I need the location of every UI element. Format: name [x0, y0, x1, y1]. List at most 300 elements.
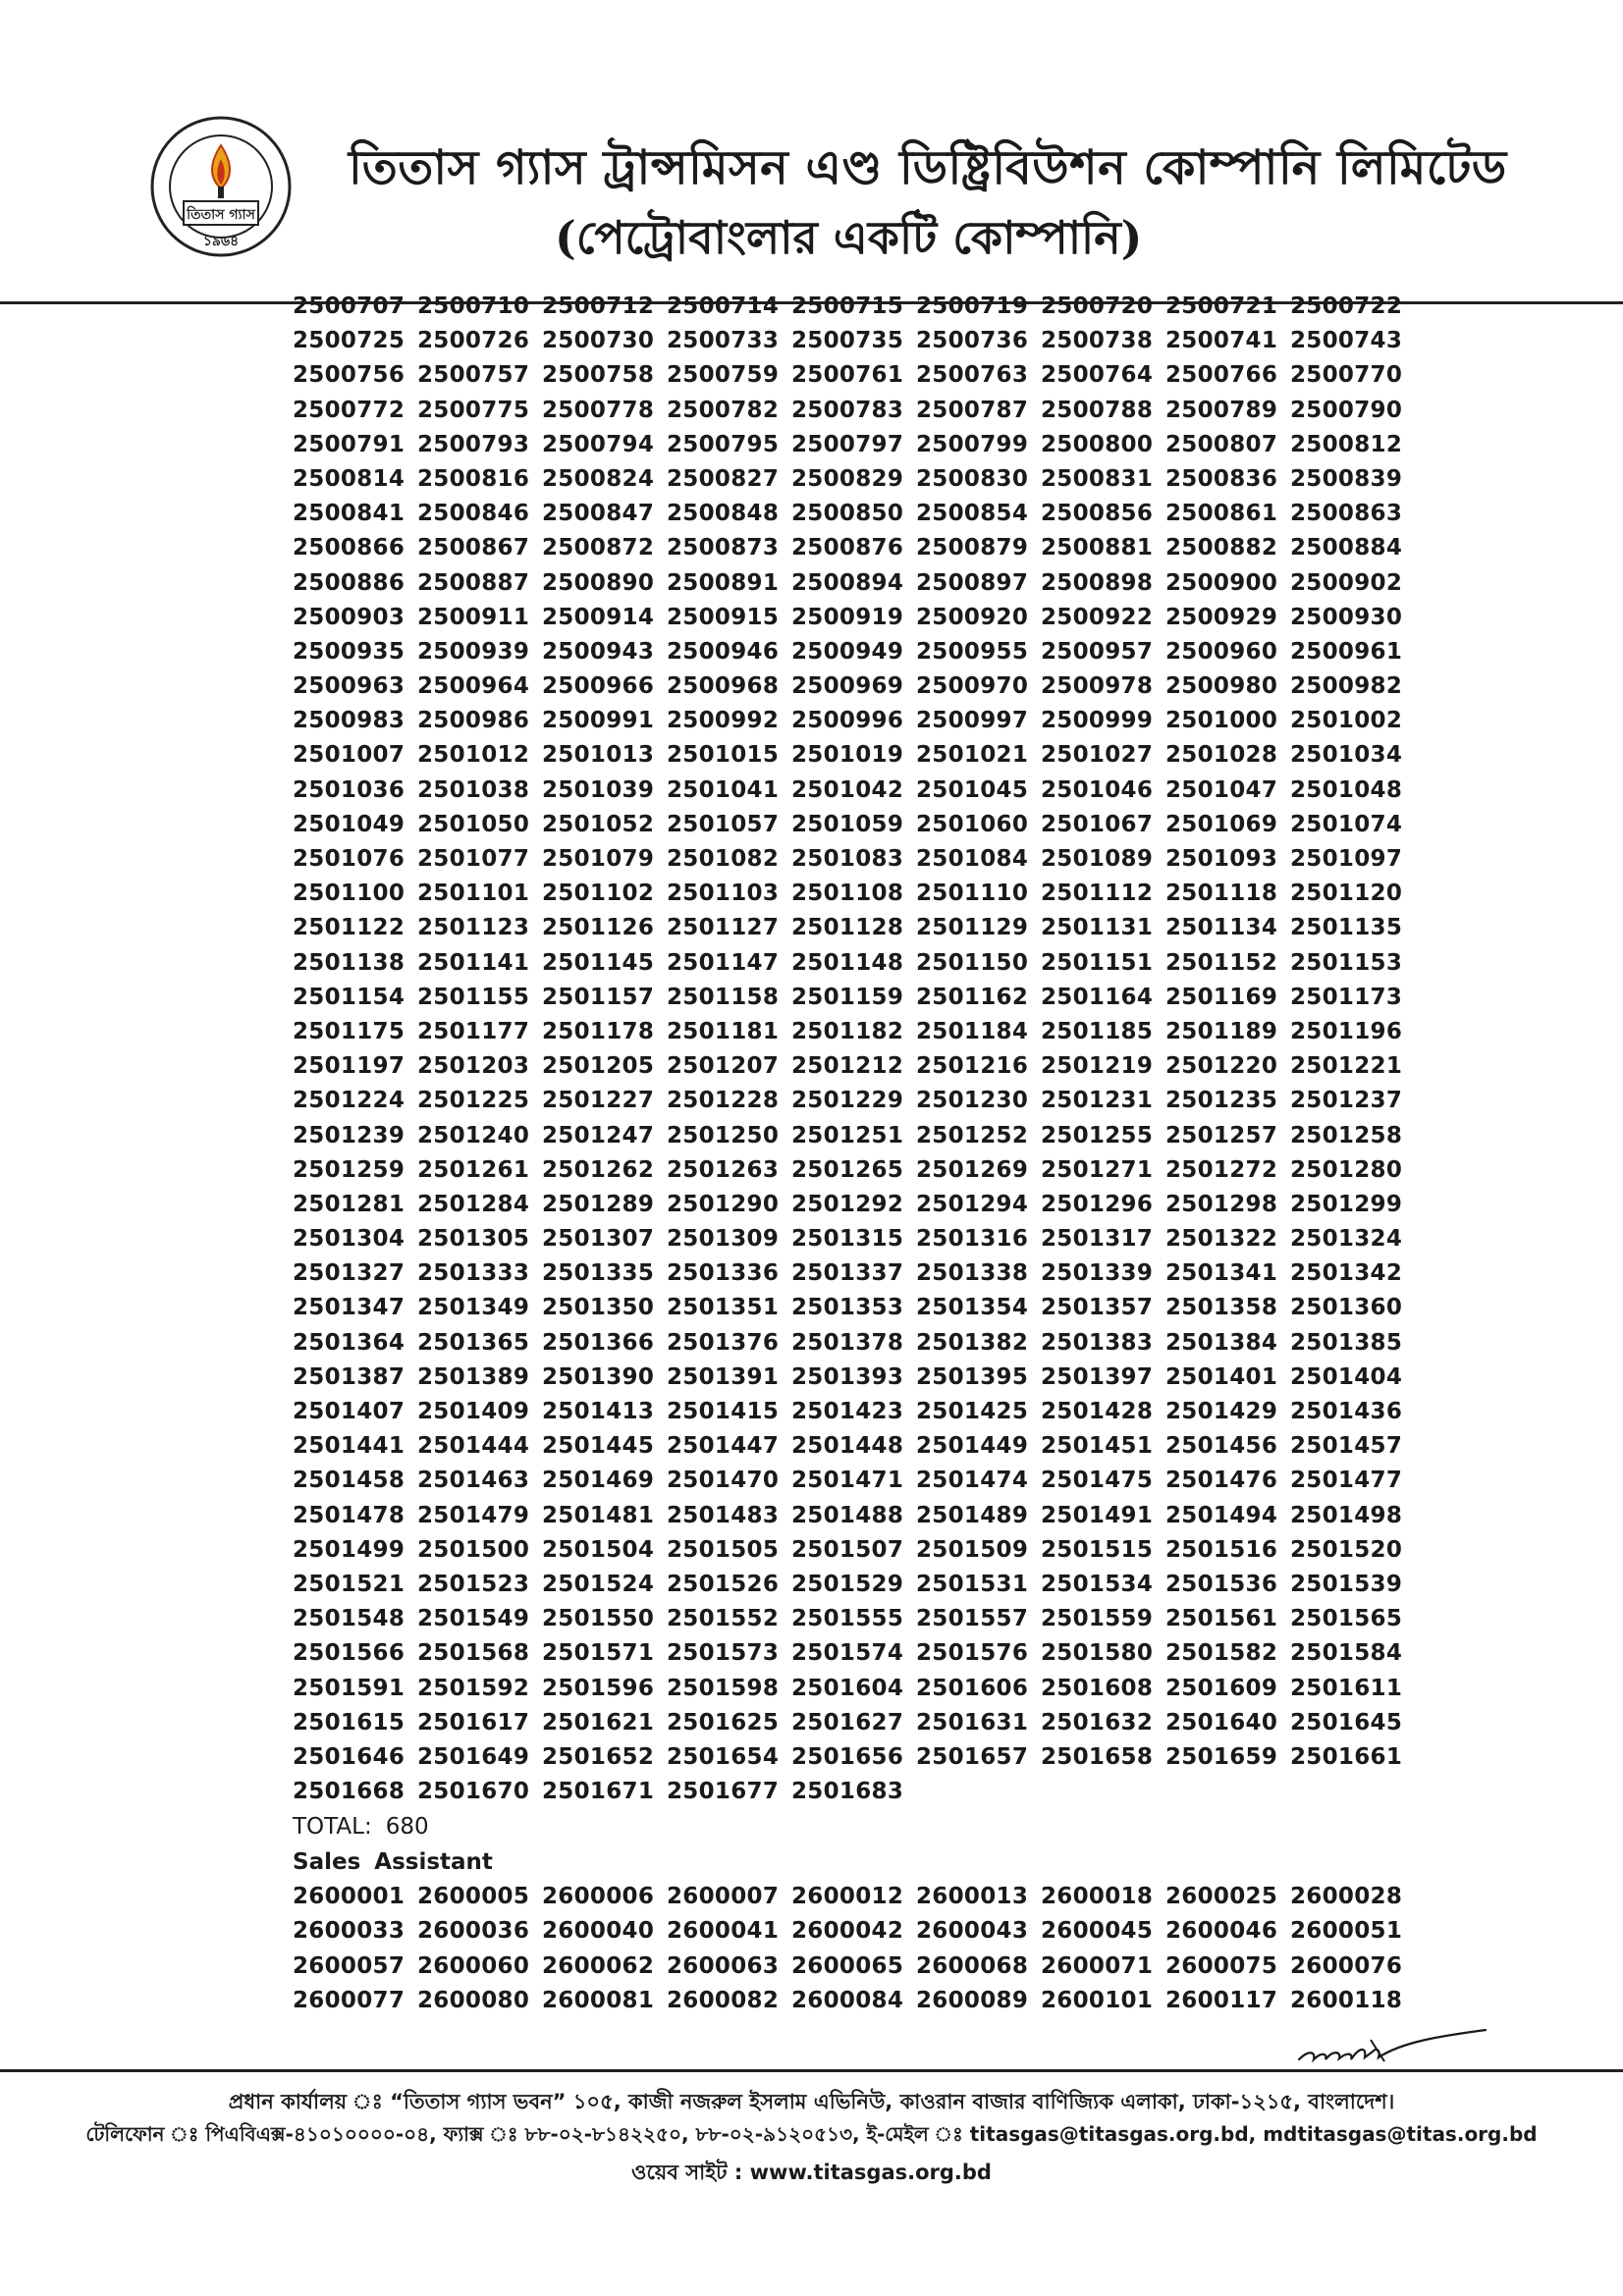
roll-number-cell: 2501299 — [1290, 1191, 1403, 1217]
roll-number-cell: 2500930 — [1290, 604, 1403, 630]
roll-number-cell: 2501251 — [791, 1122, 904, 1148]
roll-number-cell: 2501041 — [667, 776, 780, 803]
roll-number-cell: 2501384 — [1165, 1329, 1278, 1356]
roll-number-cell: 2501337 — [791, 1260, 904, 1287]
roll-number-cell: 2501378 — [791, 1329, 904, 1356]
roll-number-cell: 2501082 — [667, 846, 780, 872]
roll-number-cell: 2501184 — [916, 1018, 1029, 1044]
roll-number-cell: 2501237 — [1290, 1088, 1403, 1114]
roll-number-cell: 2500807 — [1165, 431, 1278, 457]
roll-number-cell: 2600001 — [293, 1884, 406, 1910]
roll-number-cell: 2501494 — [1165, 1502, 1278, 1528]
roll-number-cell: 2501534 — [1041, 1571, 1154, 1597]
roll-number-cell: 2501659 — [1165, 1743, 1278, 1770]
roll-number-cell: 2500726 — [417, 328, 530, 354]
roll-number-cell: 2501067 — [1041, 811, 1154, 837]
roll-number-cell: 2501499 — [293, 1536, 406, 1563]
roll-number-cell: 2501548 — [293, 1606, 406, 1632]
roll-number-cell: 2501353 — [791, 1295, 904, 1321]
roll-number-cell: 2501197 — [293, 1053, 406, 1080]
roll-number-cell: 2501324 — [1290, 1226, 1403, 1253]
roll-number-cell: 2501100 — [293, 881, 406, 907]
roll-number-cell: 2500763 — [916, 362, 1029, 389]
roll-number-cell: 2501271 — [1041, 1156, 1154, 1183]
roll-number-cell: 2501449 — [916, 1433, 1029, 1460]
roll-number-cell: 2501175 — [293, 1018, 406, 1044]
roll-number-cell: 2501304 — [293, 1226, 406, 1253]
roll-number-cell: 2501077 — [417, 846, 530, 872]
roll-number-cell: 2501561 — [1165, 1606, 1278, 1632]
roll-number-cell: 2501294 — [916, 1191, 1029, 1217]
roll-number-cell: 2500986 — [417, 708, 530, 734]
roll-number-cell: 2500736 — [916, 328, 1029, 354]
roll-number-cell: 2501049 — [293, 811, 406, 837]
roll-number-cell: 2501013 — [542, 742, 655, 769]
roll-number-cell: 2501219 — [1041, 1053, 1154, 1080]
roll-number-cell: 2500783 — [791, 397, 904, 423]
roll-number-cell: 2600007 — [667, 1884, 780, 1910]
roll-number-cell: 2501019 — [791, 742, 904, 769]
roll-number-cell: 2500712 — [542, 294, 655, 319]
roll-number-cell: 2500900 — [1165, 569, 1278, 596]
roll-number-cell: 2501631 — [916, 1709, 1029, 1735]
roll-number-cell: 2501269 — [916, 1156, 1029, 1183]
roll-number-cell: 2501376 — [667, 1329, 780, 1356]
roll-number-cell: 2501131 — [1041, 915, 1154, 941]
roll-number-cell: 2501002 — [1290, 708, 1403, 734]
total-line — [293, 1809, 1471, 1844]
roll-number-cell: 2501239 — [293, 1122, 406, 1148]
roll-number-cell: 2500847 — [542, 501, 655, 527]
roll-number-cell: 2501296 — [1041, 1191, 1154, 1217]
roll-number-cell: 2500795 — [667, 431, 780, 457]
roll-number-cell: 2501128 — [791, 915, 904, 941]
roll-number-cell: 2500814 — [293, 465, 406, 492]
roll-number-cell: 2500830 — [916, 465, 1029, 492]
roll-number-cell: 2501657 — [916, 1743, 1029, 1770]
roll-number-cell: 2501582 — [1165, 1640, 1278, 1667]
roll-number-cell: 2501272 — [1165, 1156, 1278, 1183]
roll-number-cell: 2600005 — [417, 1884, 530, 1910]
roll-number-cell: 2500764 — [1041, 362, 1154, 389]
roll-number-cell: 2501229 — [791, 1088, 904, 1114]
roll-number-cell: 2501235 — [1165, 1088, 1278, 1114]
roll-number-cell: 2501225 — [417, 1088, 530, 1114]
roll-number-cell: 2500714 — [667, 294, 780, 319]
roll-number-cell: 2501122 — [293, 915, 406, 941]
roll-number-cell: 2600046 — [1165, 1918, 1278, 1945]
roll-number-cell: 2500725 — [293, 328, 406, 354]
roll-number-cell: 2501305 — [417, 1226, 530, 1253]
roll-number-cell: 2501341 — [1165, 1260, 1278, 1287]
roll-number-cell: 2501552 — [667, 1606, 780, 1632]
roll-number-cell: 2501523 — [417, 1571, 530, 1597]
roll-number-cell: 2501395 — [916, 1363, 1029, 1390]
roll-number-cell: 2501076 — [293, 846, 406, 872]
roll-number-cell: 2500789 — [1165, 397, 1278, 423]
roll-number-cell: 2600077 — [293, 1987, 406, 2013]
roll-number-cell: 2500867 — [417, 535, 530, 561]
roll-number-cell: 2501483 — [667, 1502, 780, 1528]
roll-number-cell: 2501491 — [1041, 1502, 1154, 1528]
roll-number-cell: 2501342 — [1290, 1260, 1403, 1287]
roll-number-cell: 2500922 — [1041, 604, 1154, 630]
roll-number-cell: 2501108 — [791, 881, 904, 907]
roll-number-cell: 2501592 — [417, 1675, 530, 1701]
roll-number-cell: 2500782 — [667, 397, 780, 423]
roll-number-cell: 2501257 — [1165, 1122, 1278, 1148]
roll-number-cell: 2501138 — [293, 949, 406, 976]
roll-number-cell: 2501047 — [1165, 776, 1278, 803]
roll-number-cell: 2501652 — [542, 1743, 655, 1770]
roll-number-cell: 2501189 — [1165, 1018, 1278, 1044]
roll-number-cell: 2500848 — [667, 501, 780, 527]
roll-number-cell: 2600057 — [293, 1952, 406, 1979]
roll-number-cell: 2600033 — [293, 1918, 406, 1945]
roll-number-cell: 2501598 — [667, 1675, 780, 1701]
roll-number-cell: 2501509 — [916, 1536, 1029, 1563]
roll-number-cell: 2500721 — [1165, 294, 1278, 319]
roll-number-cell: 2501145 — [542, 949, 655, 976]
roll-number-cell: 2501471 — [791, 1468, 904, 1494]
roll-number-cell: 2501611 — [1290, 1675, 1403, 1701]
roll-number-cell: 2600101 — [1041, 1987, 1154, 2013]
roll-number-cell: 2501280 — [1290, 1156, 1403, 1183]
roll-number-cell: 2501568 — [417, 1640, 530, 1667]
roll-number-cell: 2500707 — [293, 294, 406, 319]
roll-number-cell: 2501102 — [542, 881, 655, 907]
footer-address: প্রধান কার্যালয় ঃ “তিতাস গ্যাস ভবন” ১০৫, কাজী নজরুল ইসলাম এভিনিউ, কাওরান বাজার বাণিজ্যিক এলাকা, ঢাকা-১২১৫, বাংলাদেশ। — [228, 2090, 1395, 2113]
roll-number-cell: 2501336 — [667, 1260, 780, 1287]
roll-number-cell: 2501205 — [542, 1053, 655, 1080]
roll-number-cell: 2501196 — [1290, 1018, 1403, 1044]
roll-number-cell: 2500846 — [417, 501, 530, 527]
roll-number-cell: 2501262 — [542, 1156, 655, 1183]
roll-number-cell: 2501516 — [1165, 1536, 1278, 1563]
roll-number-cell: 2501617 — [417, 1709, 530, 1735]
roll-number-cell: 2500882 — [1165, 535, 1278, 561]
roll-number-cell: 2500980 — [1165, 673, 1278, 700]
roll-number-cell: 2500758 — [542, 362, 655, 389]
roll-number-cell: 2501391 — [667, 1363, 780, 1390]
roll-number-cell: 2501141 — [417, 949, 530, 976]
roll-number-cell: 2501158 — [667, 984, 780, 1010]
logo-text: তিতাস গ্যাস — [187, 207, 255, 223]
roll-number-cell: 2501591 — [293, 1675, 406, 1701]
roll-number-cell: 2501415 — [667, 1399, 780, 1424]
signature — [1294, 2022, 1490, 2071]
roll-number-cell: 2501670 — [417, 1779, 530, 1805]
roll-number-cell: 2501404 — [1290, 1363, 1403, 1390]
roll-number-cell: 2501221 — [1290, 1053, 1403, 1080]
roll-number-cell: 2500854 — [916, 501, 1029, 527]
roll-number-cell: 2501566 — [293, 1640, 406, 1667]
roll-number-cell: 2600045 — [1041, 1918, 1154, 1945]
roll-number-cell: 2501093 — [1165, 846, 1278, 872]
roll-number-cell: 2501012 — [417, 742, 530, 769]
roll-number-cell: 2500886 — [293, 569, 406, 596]
roll-number-cell: 2501281 — [293, 1191, 406, 1217]
roll-number-cell: 2501084 — [916, 846, 1029, 872]
roll-number-cell: 2501571 — [542, 1640, 655, 1667]
roll-number-cell: 2500836 — [1165, 465, 1278, 492]
roll-number-cell: 2501182 — [791, 1018, 904, 1044]
roll-number-cell: 2501529 — [791, 1571, 904, 1597]
roll-number-cell: 2500997 — [916, 708, 1029, 734]
roll-number-cell: 2501661 — [1290, 1743, 1403, 1770]
roll-number-cell: 2501038 — [417, 776, 530, 803]
section-title-word2: Assistant — [374, 1849, 493, 1876]
roll-number-cell: 2500743 — [1290, 328, 1403, 354]
roll-number-cell: 2500800 — [1041, 431, 1154, 457]
roll-number-cell: 2500884 — [1290, 535, 1403, 561]
roll-number-cell: 2501656 — [791, 1743, 904, 1770]
roll-number-cell: 2501504 — [542, 1536, 655, 1563]
roll-number-cell: 2500799 — [916, 431, 1029, 457]
roll-number-cell: 2500719 — [916, 294, 1029, 319]
roll-number-cell: 2501539 — [1290, 1571, 1403, 1597]
roll-number-cell: 2500829 — [791, 465, 904, 492]
roll-number-cell: 2500861 — [1165, 501, 1278, 527]
roll-number-cell: 2501039 — [542, 776, 655, 803]
roll-number-cell: 2501444 — [417, 1433, 530, 1460]
roll-number-cell: 2501428 — [1041, 1399, 1154, 1424]
roll-number-cell: 2500879 — [916, 535, 1029, 561]
roll-number-cell: 2501123 — [417, 915, 530, 941]
section-title-word1: Sales — [293, 1849, 361, 1876]
roll-number-cell: 2501481 — [542, 1502, 655, 1528]
roll-number-cell: 2501565 — [1290, 1606, 1403, 1632]
roll-number-cell: 2501489 — [916, 1502, 1029, 1528]
roll-number-cell: 2500939 — [417, 638, 530, 665]
roll-number-cell: 2501134 — [1165, 915, 1278, 941]
roll-number-cell: 2501477 — [1290, 1468, 1403, 1494]
roll-number-cell: 2501576 — [916, 1640, 1029, 1667]
roll-number-cell: 2600080 — [417, 1987, 530, 2013]
roll-number-cell: 2501351 — [667, 1295, 780, 1321]
roll-number-cell: 2501207 — [667, 1053, 780, 1080]
roll-number-cell: 2501021 — [916, 742, 1029, 769]
roll-number-cell: 2501015 — [667, 742, 780, 769]
roll-number-cell: 2500992 — [667, 708, 780, 734]
roll-number-cell: 2501220 — [1165, 1053, 1278, 1080]
roll-number-cell: 2600060 — [417, 1952, 530, 1979]
roll-number-cell: 2600042 — [791, 1918, 904, 1945]
roll-number-cell: 2501252 — [916, 1122, 1029, 1148]
roll-number-cell: 2600006 — [542, 1884, 655, 1910]
roll-number-cell: 2501448 — [791, 1433, 904, 1460]
roll-number-cell: 2600012 — [791, 1884, 904, 1910]
roll-number-cell: 2501177 — [417, 1018, 530, 1044]
roll-number-cell: 2500897 — [916, 569, 1029, 596]
roll-number-cell: 2500996 — [791, 708, 904, 734]
roll-number-cell: 2500841 — [293, 501, 406, 527]
roll-number-cell: 2500790 — [1290, 397, 1403, 423]
company-logo — [147, 108, 295, 275]
roll-number-cell: 2501255 — [1041, 1122, 1154, 1148]
roll-number-cell: 2501069 — [1165, 811, 1278, 837]
roll-number-cell: 2500791 — [293, 431, 406, 457]
total-value: 680 — [385, 1814, 429, 1841]
roll-number-cell: 2501407 — [293, 1399, 406, 1424]
roll-number-cell: 2500812 — [1290, 431, 1403, 457]
roll-number-cell: 2501101 — [417, 881, 530, 907]
roll-number-cell: 2500793 — [417, 431, 530, 457]
roll-number-cell: 2500920 — [916, 604, 1029, 630]
roll-number-cell: 2500794 — [542, 431, 655, 457]
roll-number-cell: 2501555 — [791, 1606, 904, 1632]
roll-number-cell: 2501050 — [417, 811, 530, 837]
roll-number-cell: 2500983 — [293, 708, 406, 734]
roll-number-cell: 2501028 — [1165, 742, 1278, 769]
roll-number-cell: 2600043 — [916, 1918, 1029, 1945]
roll-number-cell: 2501327 — [293, 1260, 406, 1287]
roll-number-cell: 2501263 — [667, 1156, 780, 1183]
footer-website: ওয়েব সাইট : www.titasgas.org.bd — [631, 2161, 992, 2184]
letterhead — [0, 98, 1623, 294]
roll-number-cell: 2501671 — [542, 1779, 655, 1805]
roll-number-cell: 2501531 — [916, 1571, 1029, 1597]
roll-number-cell: 2501203 — [417, 1053, 530, 1080]
roll-number-cell: 2501259 — [293, 1156, 406, 1183]
roll-number-cell: 2500911 — [417, 604, 530, 630]
roll-number-cell: 2501658 — [1041, 1743, 1154, 1770]
roll-number-cell: 2501127 — [667, 915, 780, 941]
roll-number-cell: 2500891 — [667, 569, 780, 596]
roll-number-cell: 2501315 — [791, 1226, 904, 1253]
roll-number-cell: 2501148 — [791, 949, 904, 976]
roll-number-cell: 2501048 — [1290, 776, 1403, 803]
roll-number-cell: 2500722 — [1290, 294, 1403, 319]
roll-number-cell: 2501083 — [791, 846, 904, 872]
roll-number-cell: 2501228 — [667, 1088, 780, 1114]
roll-number-cell: 2500949 — [791, 638, 904, 665]
roll-number-cell: 2501000 — [1165, 708, 1278, 734]
roll-number-cell: 2501580 — [1041, 1640, 1154, 1667]
roll-number-cell: 2501360 — [1290, 1295, 1403, 1321]
roll-number-cell: 2501604 — [791, 1675, 904, 1701]
roll-number-cell: 2501383 — [1041, 1329, 1154, 1356]
roll-number-cell: 2501159 — [791, 984, 904, 1010]
roll-number-cell: 2500850 — [791, 501, 904, 527]
roll-number-cell: 2501683 — [791, 1779, 904, 1805]
footer-contacts: টেলিফোন ঃ পিএবিএক্স-৪১০১০০০০-০৪, ফ্যাক্স ঃ ৮৮-০২-৮১৪২২৫০, ৮৮-০২-৯১২০৫১৩, ই-মেইল ঃ titasgas@titasgas.org.bd, mdtitasgas@titas.org.bd — [85, 2122, 1538, 2146]
roll-number-cell: 2501147 — [667, 949, 780, 976]
roll-number-cell: 2500929 — [1165, 604, 1278, 630]
roll-number-cell: 2501668 — [293, 1779, 406, 1805]
roll-number-cell: 2500710 — [417, 294, 530, 319]
roll-number-cell: 2501316 — [916, 1226, 1029, 1253]
roll-number-cell: 2500894 — [791, 569, 904, 596]
roll-number-cell: 2501052 — [542, 811, 655, 837]
roll-number-cell: 2600071 — [1041, 1952, 1154, 1979]
roll-number-cell: 2501150 — [916, 949, 1029, 976]
roll-number-cell: 2500915 — [667, 604, 780, 630]
roll-number-cell: 2600084 — [791, 1987, 904, 2013]
roll-number-cell: 2501557 — [916, 1606, 1029, 1632]
roll-number-cell: 2501677 — [667, 1779, 780, 1805]
roll-number-cell: 2501298 — [1165, 1191, 1278, 1217]
roll-number-cell: 2501169 — [1165, 984, 1278, 1010]
roll-number-cell: 2500715 — [791, 294, 904, 319]
roll-number-cell: 2501154 — [293, 984, 406, 1010]
roll-number-cell: 2501470 — [667, 1468, 780, 1494]
roll-number-cell: 2500890 — [542, 569, 655, 596]
roll-number-cell: 2500720 — [1041, 294, 1154, 319]
roll-number-cell: 2501608 — [1041, 1675, 1154, 1701]
roll-number-cell: 2501615 — [293, 1709, 406, 1735]
roll-number-cell: 2501089 — [1041, 846, 1154, 872]
roll-number-cell: 2600013 — [916, 1884, 1029, 1910]
roll-number-cell: 2501507 — [791, 1536, 904, 1563]
roll-number-cell: 2501645 — [1290, 1709, 1403, 1735]
roll-number-cell: 2501436 — [1290, 1399, 1403, 1424]
roll-number-cell: 2501524 — [542, 1571, 655, 1597]
roll-number-cell: 2501423 — [791, 1399, 904, 1424]
roll-number-cell: 2501640 — [1165, 1709, 1278, 1735]
roll-number-cell: 2600065 — [791, 1952, 904, 1979]
roll-number-cell: 2500772 — [293, 397, 406, 423]
roll-number-cell: 2500730 — [542, 328, 655, 354]
roll-number-cell: 2501456 — [1165, 1433, 1278, 1460]
roll-number-cell: 2501469 — [542, 1468, 655, 1494]
roll-number-cell: 2501178 — [542, 1018, 655, 1044]
roll-number-cell: 2501338 — [916, 1260, 1029, 1287]
roll-number-cell: 2501079 — [542, 846, 655, 872]
roll-number-cell: 2600081 — [542, 1987, 655, 2013]
roll-number-cell: 2500873 — [667, 535, 780, 561]
roll-number-cell: 2501397 — [1041, 1363, 1154, 1390]
roll-number-cell: 2501429 — [1165, 1399, 1278, 1424]
roll-number-cell: 2501389 — [417, 1363, 530, 1390]
roll-number-cell: 2501447 — [667, 1433, 780, 1460]
roll-number-cell: 2501451 — [1041, 1433, 1154, 1460]
roll-number-cell: 2600089 — [916, 1987, 1029, 2013]
roll-number-cell: 2500999 — [1041, 708, 1154, 734]
roll-number-cell: 2501409 — [417, 1399, 530, 1424]
roll-number-cell: 2600040 — [542, 1918, 655, 1945]
roll-number-cell: 2501574 — [791, 1640, 904, 1667]
company-subtitle: (পেট্রোবাংলার একটি কোম্পানি) — [555, 211, 1143, 264]
roll-number-cell: 2501526 — [667, 1571, 780, 1597]
roll-number-cell: 2501498 — [1290, 1502, 1403, 1528]
roll-number-cell: 2600051 — [1290, 1918, 1403, 1945]
roll-number-cell: 2501173 — [1290, 984, 1403, 1010]
roll-number-cell: 2501247 — [542, 1122, 655, 1148]
roll-number-cell: 2501164 — [1041, 984, 1154, 1010]
section-title — [293, 1844, 1471, 1880]
roll-number-cell: 2501559 — [1041, 1606, 1154, 1632]
roll-number-cell: 2501153 — [1290, 949, 1403, 976]
roll-number-cell: 2500960 — [1165, 638, 1278, 665]
roll-number-cell: 2501354 — [916, 1295, 1029, 1321]
roll-number-cell: 2500903 — [293, 604, 406, 630]
roll-number-cell: 2500963 — [293, 673, 406, 700]
roll-number-cell: 2501007 — [293, 742, 406, 769]
roll-number-cell: 2501365 — [417, 1329, 530, 1356]
roll-number-cell: 2501393 — [791, 1363, 904, 1390]
company-name: তিতাস গ্যাস ট্রান্সমিসন এণ্ড ডিষ্ট্রিবিউশন কোম্পানি লিমিটেড — [349, 140, 1507, 195]
roll-number-cell: 2500863 — [1290, 501, 1403, 527]
roll-number-cell: 2500946 — [667, 638, 780, 665]
roll-number-cell: 2500770 — [1290, 362, 1403, 389]
roll-number-cell: 2500898 — [1041, 569, 1154, 596]
roll-number-cell: 2501059 — [791, 811, 904, 837]
roll-number-cell: 2501457 — [1290, 1433, 1403, 1460]
roll-number-grid — [293, 290, 1471, 1809]
roll-number-cell: 2501224 — [293, 1088, 406, 1114]
roll-number-cell: 2500775 — [417, 397, 530, 423]
